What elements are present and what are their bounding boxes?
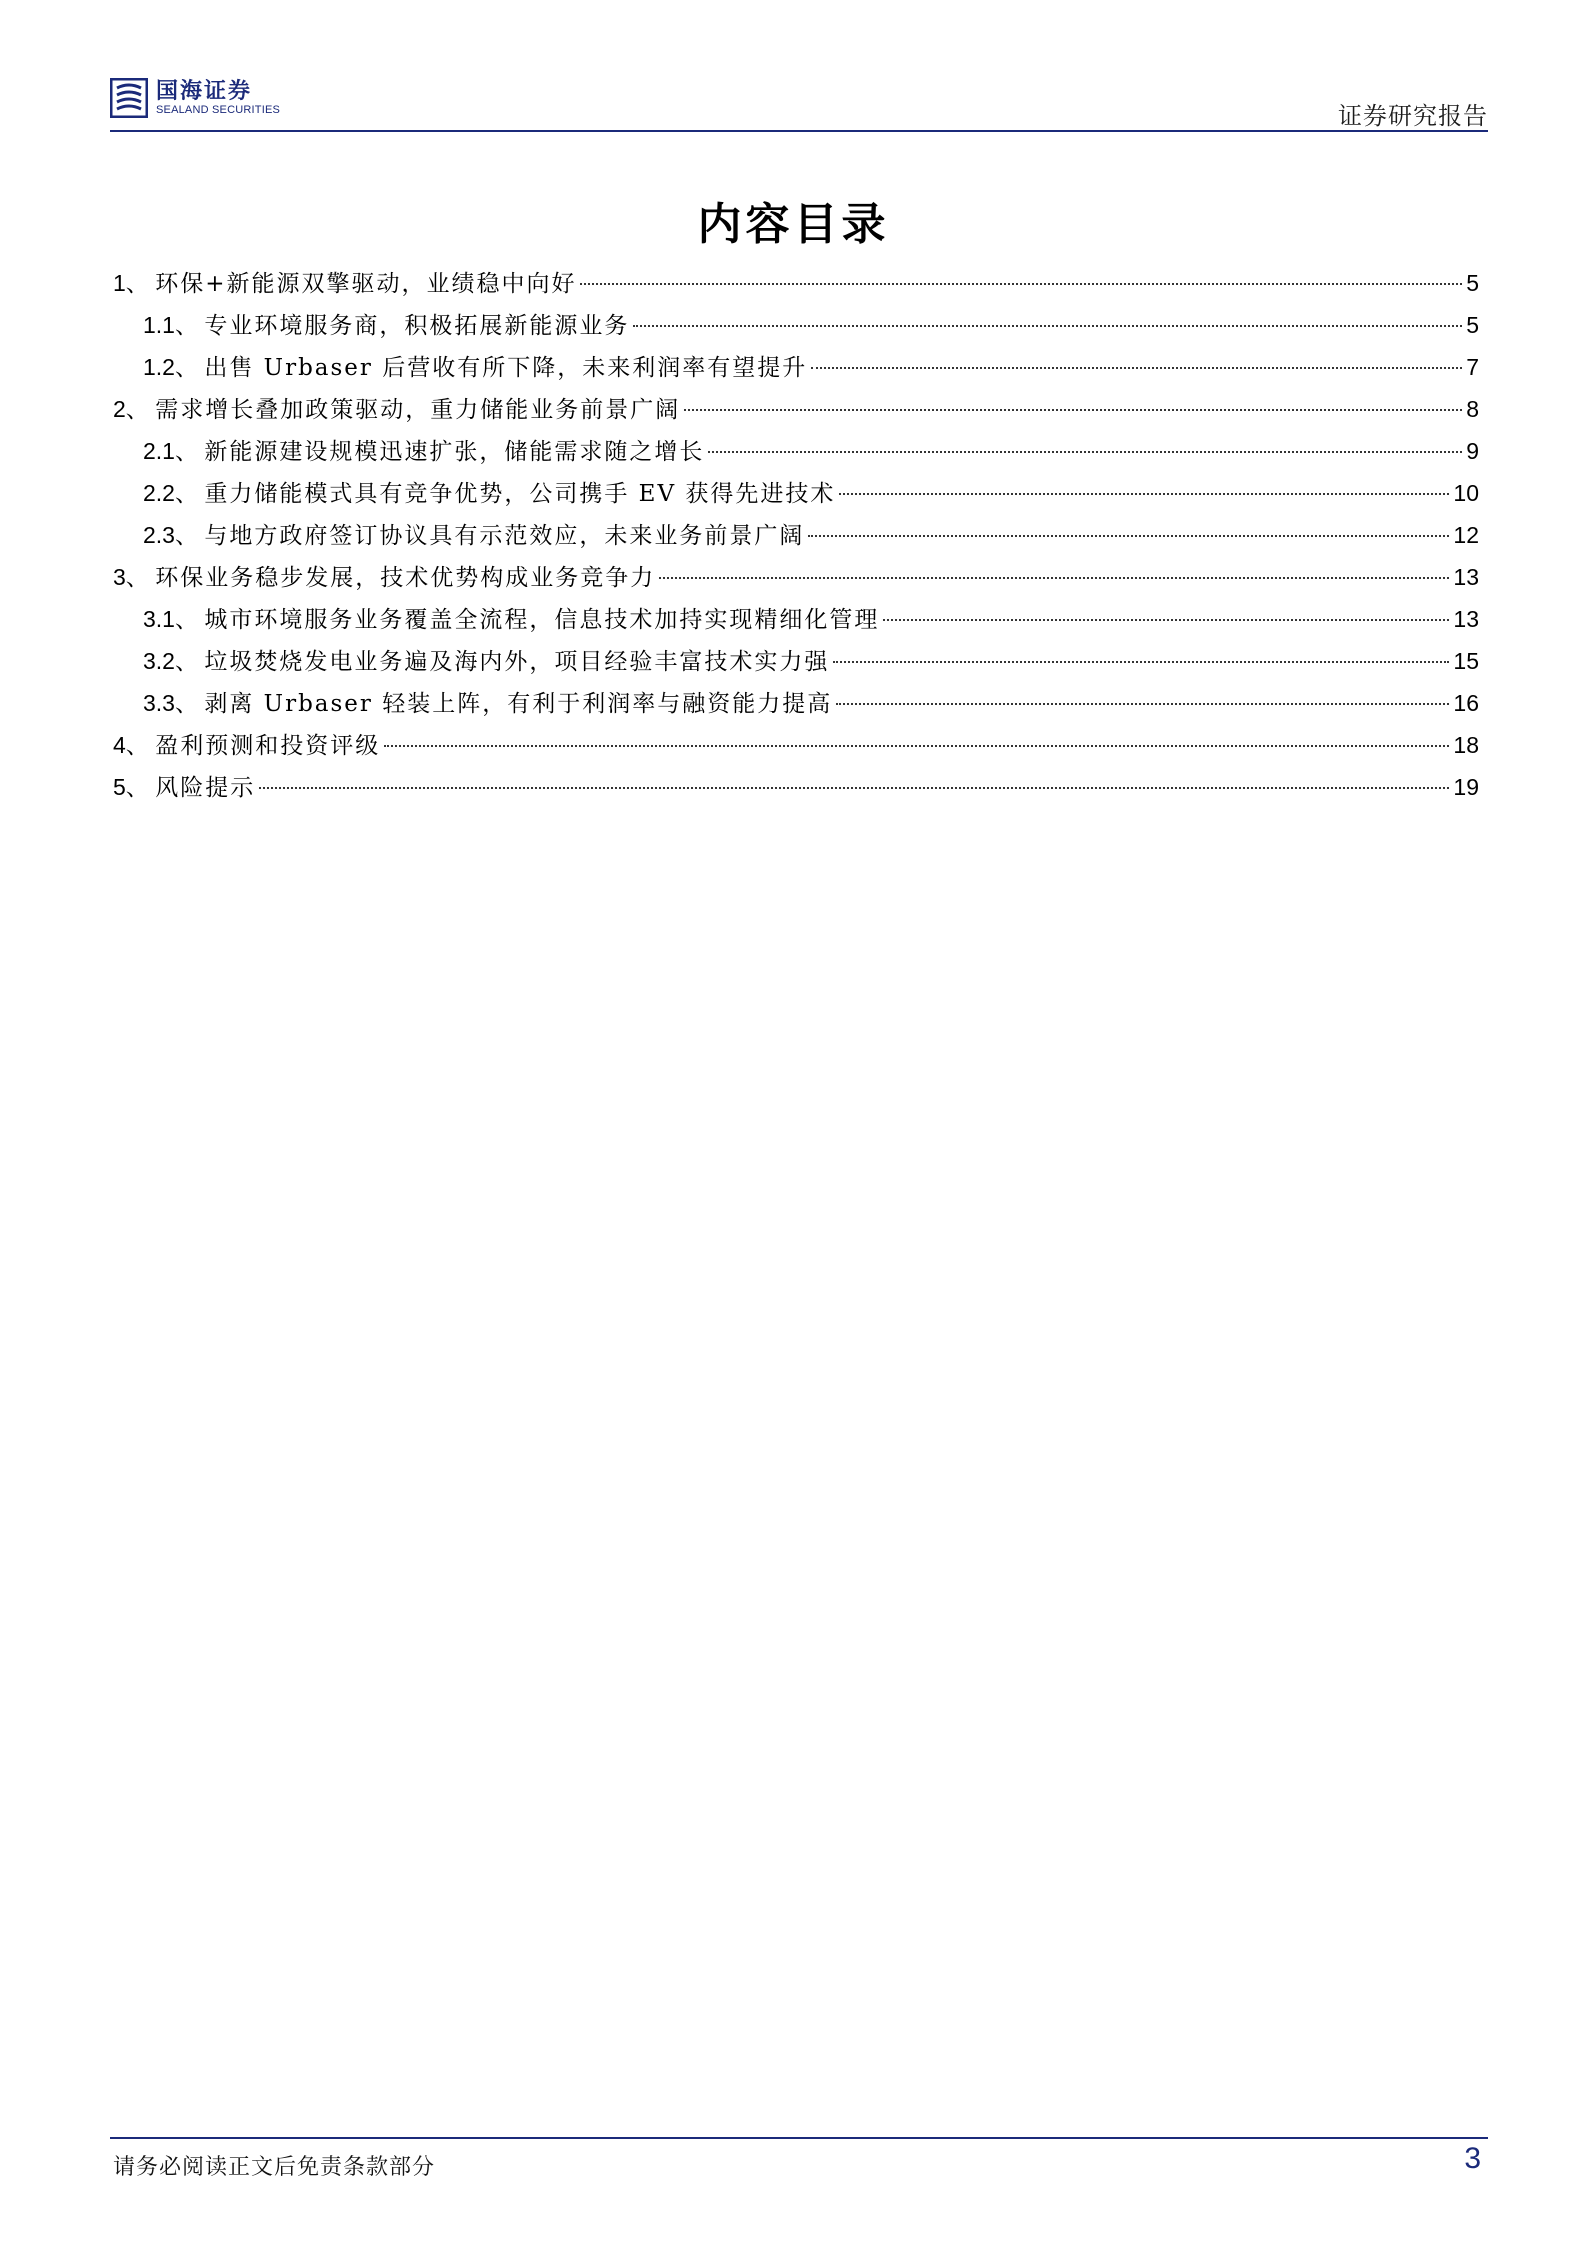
footer-divider bbox=[110, 2137, 1488, 2139]
toc-entry-title: 风险提示 bbox=[155, 775, 256, 801]
toc-entry[interactable] bbox=[113, 598, 1479, 640]
logo-english-name: SEALAND SECURITIES bbox=[156, 103, 281, 116]
toc-entry-title: 城市环境服务业务覆盖全流程，信息技术加持实现精细化管理 bbox=[204, 607, 880, 633]
toc-entry-page: 10 bbox=[1453, 480, 1479, 506]
toc-entry[interactable] bbox=[113, 724, 1479, 766]
toc-dot-leader bbox=[883, 619, 1449, 621]
toc-dot-leader bbox=[808, 535, 1449, 537]
toc-entry-title: 与地方政府签订协议具有示范效应，未来业务前景广阔 bbox=[204, 523, 805, 549]
toc-entry-number: 1、 bbox=[113, 270, 156, 296]
document-type-label: 证券研究报告 bbox=[1338, 102, 1488, 130]
toc-entry-number: 5、 bbox=[113, 774, 156, 800]
toc-entry-number: 2.1、 bbox=[143, 438, 205, 464]
disclaimer-note: 请务必阅读正文后免责条款部分 bbox=[113, 2155, 436, 2180]
toc-entry-page: 7 bbox=[1466, 354, 1479, 380]
toc-entry-number: 2、 bbox=[113, 396, 156, 422]
toc-dot-leader bbox=[833, 661, 1449, 663]
page-header bbox=[110, 70, 1488, 130]
toc-entry-page: 18 bbox=[1453, 732, 1479, 758]
toc-entry[interactable] bbox=[113, 640, 1479, 682]
table-of-contents bbox=[113, 262, 1479, 808]
sealand-logo-icon bbox=[110, 78, 148, 118]
toc-dot-leader bbox=[836, 703, 1449, 705]
toc-entry[interactable] bbox=[113, 514, 1479, 556]
toc-entry[interactable] bbox=[113, 556, 1479, 598]
toc-title: 内容目录 bbox=[697, 199, 890, 250]
toc-entry-title: 出售 Urbaser 后营收有所下降，未来利润率有望提升 bbox=[204, 355, 808, 381]
toc-entry-number: 1.2、 bbox=[143, 354, 205, 380]
toc-entry-title: 垃圾焚烧发电业务遍及海内外，项目经验丰富技术实力强 bbox=[204, 649, 830, 675]
toc-entry-page: 12 bbox=[1453, 522, 1479, 548]
toc-dot-leader bbox=[384, 745, 1449, 747]
toc-entry-title: 剥离 Urbaser 轻装上阵，有利于利润率与融资能力提高 bbox=[204, 691, 833, 717]
toc-entry-page: 16 bbox=[1453, 690, 1479, 716]
toc-entry[interactable] bbox=[113, 430, 1479, 472]
toc-dot-leader bbox=[580, 283, 1462, 285]
toc-entry[interactable] bbox=[113, 304, 1479, 346]
toc-entry-title: 需求增长叠加政策驱动，重力储能业务前景广阔 bbox=[155, 397, 681, 423]
toc-entry-number: 3.1、 bbox=[143, 606, 205, 632]
toc-entry-page: 5 bbox=[1466, 270, 1479, 296]
page-number: 3 bbox=[1464, 2142, 1481, 2175]
toc-dot-leader bbox=[659, 577, 1449, 579]
toc-entry-title: 盈利预测和投资评级 bbox=[155, 733, 381, 759]
toc-entry-number: 2.2、 bbox=[143, 480, 205, 506]
toc-entry-title: 重力储能模式具有竞争优势，公司携手 EV 获得先进技术 bbox=[204, 481, 836, 507]
toc-entry-title: 专业环境服务商，积极拓展新能源业务 bbox=[204, 313, 630, 339]
toc-entry-number: 1.1、 bbox=[143, 312, 205, 338]
toc-entry-number: 3.3、 bbox=[143, 690, 205, 716]
toc-entry-title: 环保+新能源双擎驱动，业绩稳中向好 bbox=[155, 271, 577, 297]
toc-entry-number: 2.3、 bbox=[143, 522, 205, 548]
toc-entry-page: 9 bbox=[1466, 438, 1479, 464]
toc-entry[interactable] bbox=[113, 262, 1479, 304]
toc-entry-title: 环保业务稳步发展，技术优势构成业务竞争力 bbox=[155, 565, 656, 591]
toc-entry[interactable] bbox=[113, 472, 1479, 514]
toc-entry[interactable] bbox=[113, 346, 1479, 388]
company-logo bbox=[110, 78, 280, 118]
toc-entry[interactable] bbox=[113, 766, 1479, 808]
toc-entry-page: 13 bbox=[1453, 564, 1479, 590]
toc-entry[interactable] bbox=[113, 682, 1479, 724]
toc-entry-page: 19 bbox=[1453, 774, 1479, 800]
toc-dot-leader bbox=[839, 493, 1449, 495]
toc-dot-leader bbox=[684, 409, 1462, 411]
toc-entry-number: 4、 bbox=[113, 732, 156, 758]
toc-entry-page: 8 bbox=[1466, 396, 1479, 422]
logo-chinese-name: 国海证券 bbox=[156, 78, 253, 104]
toc-dot-leader bbox=[259, 787, 1449, 789]
toc-entry-page: 13 bbox=[1453, 606, 1479, 632]
toc-entry-number: 3、 bbox=[113, 564, 156, 590]
toc-dot-leader bbox=[633, 325, 1462, 327]
toc-entry-title: 新能源建设规模迅速扩张，储能需求随之增长 bbox=[204, 439, 705, 465]
toc-dot-leader bbox=[811, 367, 1462, 369]
toc-entry-page: 5 bbox=[1466, 312, 1479, 338]
toc-dot-leader bbox=[708, 451, 1462, 453]
toc-entry[interactable] bbox=[113, 388, 1479, 430]
toc-entry-page: 15 bbox=[1453, 648, 1479, 674]
header-divider bbox=[110, 130, 1488, 132]
toc-entry-number: 3.2、 bbox=[143, 648, 205, 674]
